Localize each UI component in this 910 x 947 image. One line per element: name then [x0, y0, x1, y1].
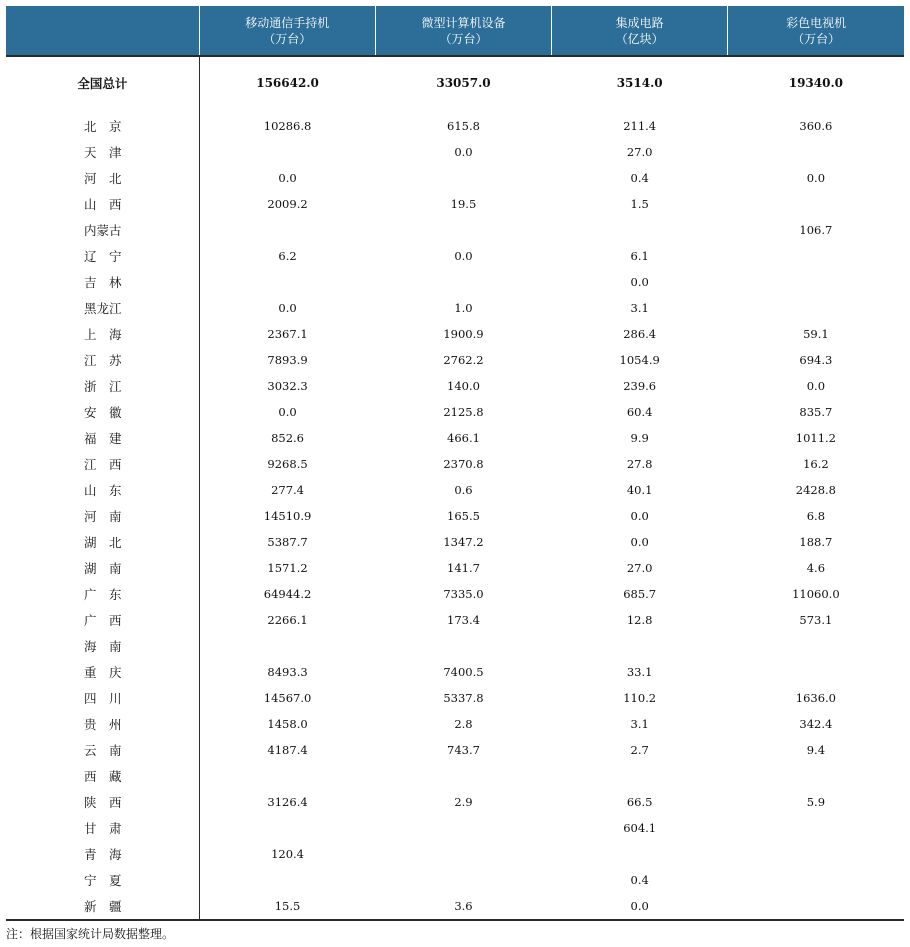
region-name: 湖 南 [6, 555, 199, 581]
table-cell [728, 191, 904, 217]
header-region [6, 6, 199, 56]
table-cell: 0.0 [278, 301, 297, 315]
table-row [6, 321, 904, 347]
region-name: 安 徽 [6, 399, 199, 425]
region-name: 云 南 [6, 737, 199, 763]
table-cell: 2370.8 [443, 457, 484, 471]
region-name: 山 东 [6, 477, 199, 503]
table-cell: 3032.3 [267, 379, 308, 393]
header-mobile-phones: 移动通信手持机 （万台） [199, 6, 375, 56]
table-cell: 1458.0 [267, 717, 308, 731]
table-cell [375, 165, 551, 191]
region-name: 浙 江 [6, 373, 199, 399]
region-name: 北 京 [6, 113, 199, 139]
table-row [6, 477, 904, 503]
table-cell: 0.0 [278, 171, 297, 185]
table-row [6, 217, 904, 243]
table-row [6, 789, 904, 815]
production-table [6, 6, 904, 919]
table-cell: 165.5 [447, 509, 480, 523]
table-row [6, 555, 904, 581]
table-cell: 3.1 [630, 301, 649, 315]
table-cell: 0.6 [454, 483, 473, 497]
table-cell [375, 269, 551, 295]
table-cell [199, 269, 375, 295]
table-cell [728, 763, 904, 789]
table-cell: 6.8 [806, 509, 826, 523]
table-cell [728, 139, 904, 165]
table-cell: 5387.7 [267, 535, 308, 549]
region-name: 湖 北 [6, 529, 199, 555]
table-cell [199, 867, 375, 893]
table-row [6, 659, 904, 685]
table-cell: 110.2 [623, 691, 657, 705]
table-cell: 2.8 [454, 717, 473, 731]
table-row [6, 867, 904, 893]
table-cell [728, 815, 904, 841]
table-row [6, 763, 904, 789]
header-color-tvs: 彩色电视机 （万台） [728, 6, 904, 56]
table-row [6, 633, 904, 659]
table-cell [552, 841, 728, 867]
table-row [6, 373, 904, 399]
table-cell: 27.0 [626, 145, 653, 159]
table-cell: 14567.0 [263, 691, 312, 705]
table-cell: 2.9 [454, 795, 473, 809]
table-cell: 835.7 [799, 405, 833, 419]
table-cell: 0.4 [630, 171, 649, 185]
table-cell: 1571.2 [267, 561, 308, 575]
table-cell: 2367.1 [267, 327, 308, 341]
table-row [6, 295, 904, 321]
table-cell: 0.0 [454, 145, 473, 159]
table-cell [728, 243, 904, 269]
table-row [6, 893, 904, 919]
table-cell [199, 763, 375, 789]
table-header [6, 6, 904, 56]
region-name: 四 川 [6, 685, 199, 711]
region-name: 西 藏 [6, 763, 199, 789]
table-cell: 141.7 [447, 561, 480, 575]
table-cell [199, 815, 375, 841]
region-name: 广 东 [6, 581, 199, 607]
table-cell: 14510.9 [263, 509, 312, 523]
region-name: 山 西 [6, 191, 199, 217]
table-cell: 685.7 [623, 587, 657, 601]
table-cell: 15.5 [274, 899, 301, 913]
table-cell [552, 763, 728, 789]
table-cell: 3.1 [630, 717, 649, 731]
table-cell: 4.6 [806, 561, 826, 575]
table-row [6, 815, 904, 841]
table-row [6, 269, 904, 295]
table-cell: 33.1 [626, 665, 653, 679]
table-cell: 2125.8 [443, 405, 484, 419]
table-cell: 188.7 [799, 535, 833, 549]
region-name: 青 海 [6, 841, 199, 867]
table-cell: 2266.1 [267, 613, 308, 627]
table-cell: 852.6 [271, 431, 305, 445]
table-cell: 0.0 [278, 405, 297, 419]
table-cell: 6.2 [278, 249, 297, 263]
table-cell [375, 841, 551, 867]
header-row [6, 6, 904, 56]
table-cell: 4187.4 [267, 743, 308, 757]
table-cell: 120.4 [271, 847, 305, 861]
total-value: 156642.0 [256, 76, 319, 90]
table-cell: 11060.0 [792, 587, 840, 601]
table-cell [199, 139, 375, 165]
total-value: 19340.0 [788, 76, 844, 90]
table-cell [728, 659, 904, 685]
table-cell [728, 295, 904, 321]
table-cell: 1636.0 [795, 691, 836, 705]
region-name: 辽 宁 [6, 243, 199, 269]
table-cell: 5.9 [806, 795, 826, 809]
table-cell: 9.9 [630, 431, 649, 445]
table-cell [728, 633, 904, 659]
header-integrated-circuits: 集成电路 （亿块） [552, 6, 728, 56]
table-cell: 10286.8 [263, 119, 312, 133]
table-cell: 0.4 [630, 873, 649, 887]
region-name: 河 北 [6, 165, 199, 191]
table-cell: 1.0 [454, 301, 473, 315]
table-cell: 1054.9 [619, 353, 660, 367]
table-cell [375, 815, 551, 841]
table-cell [552, 633, 728, 659]
table-row [6, 841, 904, 867]
region-name: 陕 西 [6, 789, 199, 815]
table-cell [728, 841, 904, 867]
table-note: 注：根据国家统计局数据整理。 [6, 927, 175, 941]
table-cell: 466.1 [447, 431, 480, 445]
table-cell: 211.4 [623, 119, 657, 133]
table-cell: 12.8 [626, 613, 653, 627]
table-cell: 1.5 [630, 197, 649, 211]
table-cell: 2428.8 [795, 483, 836, 497]
table-cell: 3.6 [454, 899, 473, 913]
table-cell: 27.8 [626, 457, 653, 471]
table-cell: 2762.2 [443, 353, 484, 367]
total-row [6, 63, 904, 103]
table-cell: 342.4 [799, 717, 833, 731]
table-cell: 7400.5 [443, 665, 484, 679]
table-cell: 66.5 [626, 795, 653, 809]
table-cell [728, 867, 904, 893]
table-row [6, 425, 904, 451]
table-cell [375, 867, 551, 893]
table-cell: 0.0 [454, 249, 473, 263]
table-cell: 0.0 [630, 275, 649, 289]
total-value: 33057.0 [436, 76, 491, 90]
region-name: 福 建 [6, 425, 199, 451]
total-label: 全国总计 [6, 63, 199, 103]
table-cell: 0.0 [630, 535, 649, 549]
spacer-row [6, 103, 904, 113]
region-name: 天 津 [6, 139, 199, 165]
table-cell: 19.5 [450, 197, 477, 211]
region-name: 内蒙古 [6, 217, 199, 243]
table-row [6, 191, 904, 217]
region-name: 新 疆 [6, 893, 199, 919]
table-cell: 604.1 [623, 821, 657, 835]
table-cell: 8493.3 [267, 665, 308, 679]
table-cell: 1011.2 [795, 431, 836, 445]
table-row [6, 737, 904, 763]
table-cell: 2009.2 [267, 197, 308, 211]
table-cell [375, 763, 551, 789]
table-cell: 64944.2 [263, 587, 312, 601]
table-cell: 0.0 [806, 379, 826, 393]
total-value: 3514.0 [616, 76, 663, 90]
table-row [6, 451, 904, 477]
table-cell [728, 269, 904, 295]
region-name: 广 西 [6, 607, 199, 633]
table-cell: 743.7 [447, 743, 480, 757]
table-row [6, 347, 904, 373]
table-cell: 6.1 [630, 249, 649, 263]
table-cell: 1900.9 [443, 327, 484, 341]
table-cell: 2.7 [630, 743, 649, 757]
table-cell: 106.7 [799, 223, 833, 237]
table-row [6, 399, 904, 425]
table-cell: 694.3 [799, 353, 833, 367]
region-name: 江 西 [6, 451, 199, 477]
table-cell: 140.0 [447, 379, 480, 393]
table-cell: 60.4 [626, 405, 653, 419]
region-name: 贵 州 [6, 711, 199, 737]
table-cell: 40.1 [626, 483, 653, 497]
table-row [6, 503, 904, 529]
table-row [6, 165, 904, 191]
spacer-row [6, 56, 904, 63]
table-cell [728, 893, 904, 919]
table-cell [199, 217, 375, 243]
table-cell: 239.6 [623, 379, 657, 393]
region-name: 江 苏 [6, 347, 199, 373]
table-cell: 0.0 [806, 171, 826, 185]
table-cell: 3126.4 [267, 795, 308, 809]
table-row [6, 685, 904, 711]
region-name: 重 庆 [6, 659, 199, 685]
table-cell: 0.0 [630, 899, 649, 913]
region-name: 河 南 [6, 503, 199, 529]
table-row [6, 607, 904, 633]
bottom-rule [6, 919, 904, 921]
table-cell: 59.1 [803, 327, 829, 341]
table-cell [375, 633, 551, 659]
region-name: 海 南 [6, 633, 199, 659]
table-row [6, 113, 904, 139]
table-cell: 1347.2 [443, 535, 484, 549]
table-cell [375, 217, 551, 243]
table-cell: 173.4 [447, 613, 480, 627]
table-cell: 573.1 [799, 613, 833, 627]
header-microcomputers: 微型计算机设备 （万台） [375, 6, 551, 56]
table-cell: 9.4 [806, 743, 826, 757]
table-cell: 7893.9 [267, 353, 308, 367]
table-cell: 27.0 [626, 561, 653, 575]
region-name: 黑龙江 [6, 295, 199, 321]
table-cell: 16.2 [803, 457, 829, 471]
table-row [6, 243, 904, 269]
table-row [6, 711, 904, 737]
region-name: 甘 肃 [6, 815, 199, 841]
table-row [6, 581, 904, 607]
table-cell: 615.8 [447, 119, 480, 133]
table-cell [552, 217, 728, 243]
region-name: 吉 林 [6, 269, 199, 295]
table-cell: 286.4 [623, 327, 657, 341]
table-cell: 0.0 [630, 509, 649, 523]
table-row [6, 529, 904, 555]
table-cell: 9268.5 [267, 457, 308, 471]
table-cell: 360.6 [799, 119, 833, 133]
region-name: 宁 夏 [6, 867, 199, 893]
table-cell: 277.4 [271, 483, 305, 497]
statistics-table-page [6, 6, 904, 943]
table-cell [199, 633, 375, 659]
table-cell: 7335.0 [443, 587, 484, 601]
table-body [6, 56, 904, 919]
table-row [6, 139, 904, 165]
table-cell: 5337.8 [443, 691, 484, 705]
region-name: 上 海 [6, 321, 199, 347]
